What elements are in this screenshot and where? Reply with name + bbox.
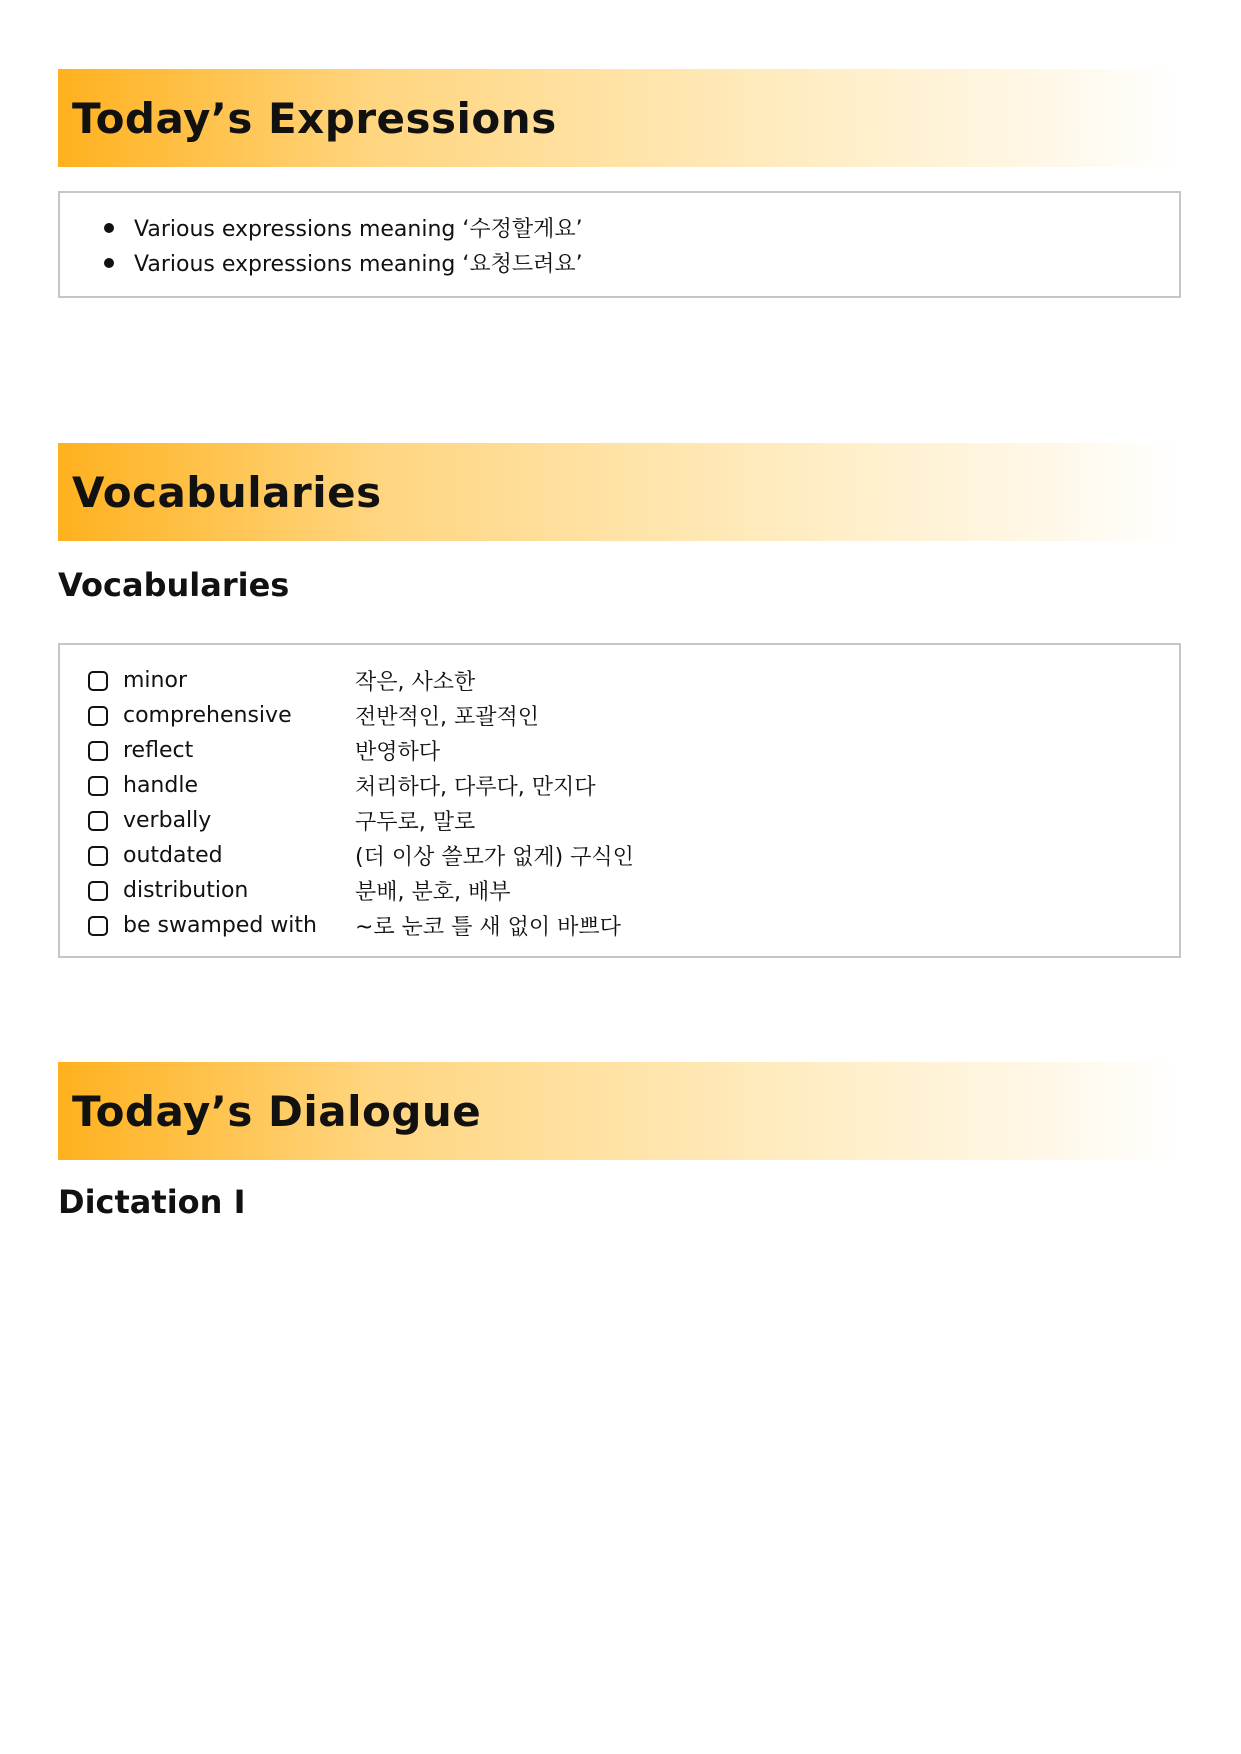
vocab-meaning: 작은, 사소한 [355, 670, 476, 695]
list-item [94, 210, 1179, 245]
expressions-title: Today’s Expressions [72, 93, 557, 143]
checkbox-icon[interactable] [88, 671, 108, 691]
vocab-row [88, 908, 1179, 943]
vocab-term: outdated [123, 843, 223, 868]
checkbox-icon[interactable] [88, 916, 108, 936]
vocab-row [88, 698, 1179, 733]
vocabularies-subtitle: Vocabularies [58, 566, 290, 604]
vocab-row [88, 803, 1179, 838]
dialogue-title: Today’s Dialogue [72, 1086, 482, 1136]
checkbox-icon[interactable] [88, 741, 108, 761]
vocab-term: handle [123, 773, 198, 798]
bullet-dot-icon [104, 258, 114, 268]
vocabulary-list [60, 645, 1179, 943]
expressions-box [58, 191, 1181, 298]
expressions-list [60, 193, 1179, 280]
vocab-term: distribution [123, 878, 249, 903]
list-item [94, 245, 1179, 280]
vocab-meaning: 분배, 분호, 배부 [355, 880, 511, 905]
vocab-term: be swamped with [123, 913, 317, 938]
expression-text: Various expressions meaning ‘수정할게요’ [134, 217, 583, 242]
expressions-banner [58, 69, 1180, 167]
dialogue-banner [58, 1062, 1180, 1160]
vocab-row [88, 663, 1179, 698]
vocab-meaning: 반영하다 [355, 740, 441, 765]
dictation-subtitle: Dictation I [58, 1183, 246, 1221]
checkbox-icon[interactable] [88, 846, 108, 866]
vocab-term: comprehensive [123, 703, 292, 728]
expression-text: Various expressions meaning ‘요청드려요’ [134, 252, 583, 277]
checkbox-icon[interactable] [88, 811, 108, 831]
vocab-meaning: (더 이상 쓸모가 없게) 구식인 [355, 845, 634, 870]
vocabulary-box [58, 643, 1181, 958]
vocab-term: minor [123, 668, 187, 693]
vocab-meaning: 처리하다, 다루다, 만지다 [355, 775, 596, 800]
vocab-row [88, 733, 1179, 768]
vocab-meaning: ~로 눈코 틀 새 없이 바쁘다 [355, 915, 621, 940]
vocabularies-title: Vocabularies [72, 467, 382, 517]
vocab-row [88, 768, 1179, 803]
vocab-meaning: 구두로, 말로 [355, 810, 476, 835]
vocab-meaning: 전반적인, 포괄적인 [355, 705, 540, 730]
vocab-term: reflect [123, 738, 194, 763]
vocabularies-banner [58, 443, 1180, 541]
checkbox-icon[interactable] [88, 706, 108, 726]
vocab-row [88, 838, 1179, 873]
checkbox-icon[interactable] [88, 881, 108, 901]
bullet-dot-icon [104, 223, 114, 233]
vocab-term: verbally [123, 808, 212, 833]
vocab-row [88, 873, 1179, 908]
checkbox-icon[interactable] [88, 776, 108, 796]
